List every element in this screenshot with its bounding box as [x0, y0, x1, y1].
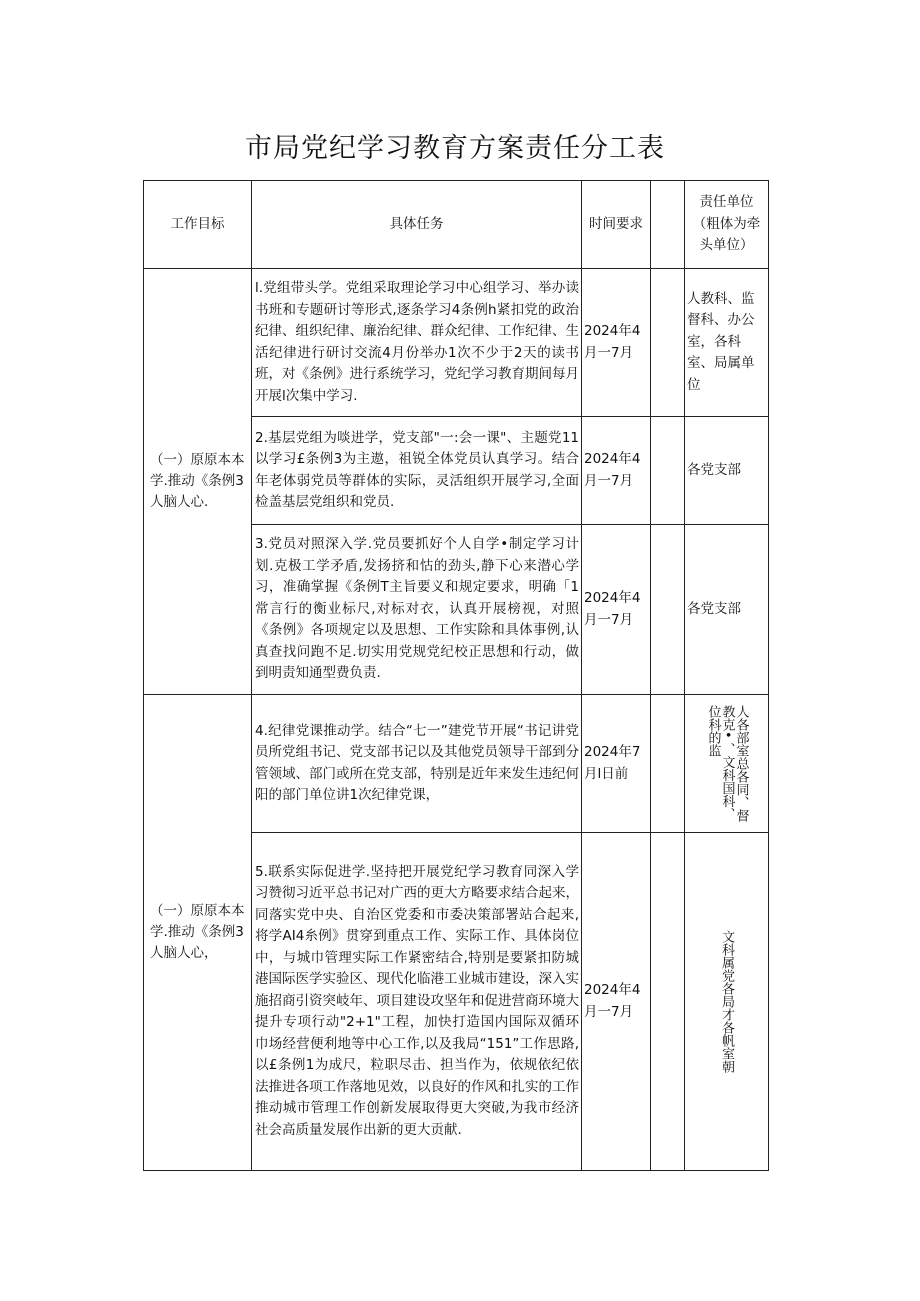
task-cell: 4.纪律党课推动学。结合“七一”建党节开展“书记讲党员所党组书记、党支部书记以及其他党员领导干部到分管领域、部门或所在党支部，特别是近年来发生违纪何阳的部门单位讲1次纪律党课， [252, 695, 582, 833]
table-row [144, 695, 769, 833]
responsibility-table [143, 180, 769, 1171]
goal-cell [144, 269, 252, 695]
blank-cell [651, 417, 685, 525]
header-blank [651, 181, 685, 269]
unit-cell [685, 833, 769, 1171]
goal-cell [144, 695, 252, 1171]
goal-text: （一）原原本本学.推动《条例3人脑人心. [150, 451, 245, 510]
table-header-row [144, 181, 769, 269]
task-cell: 2.基层党组为啖进学，党支部"一:会一课"、主题党11以学习£条例3为主遨，祖锐全体党员认真学习。结合年老体弱党员等群体的实际，灵活组织开展学习,全面检盖基层党组织和党员. [252, 417, 582, 525]
blank-cell [651, 833, 685, 1171]
unit-text-vertical: 人各部室总各同、督教克• 、文科国科、位科的监 [705, 704, 749, 822]
task-cell: l.党组带头学。党组采取理论学习中心组学习、举办读书班和专题研讨等形式,逐条学习4条例h紧扣党的政治纪律、组织纪律、廉治纪律、群众纪律、工作纪律、生活纪律进行研讨交流4月份举办1次不少于2天的读书班，对《条例》进行系统学习，党纪学习教育期间每月开展l次集中学习. [252, 269, 582, 417]
task-cell: 5.联系实际促进学.坚持把开展党纪学习教育同深入学习赞彻习近平总书记对广西的更大方略要求结合起来，同落实党中央、自治区党委和市委决策部署站合起来,将学AI4糸例》贯穿到重点工作、实际工作、具体岗位中，与城巾管理实际工作紧密结合,特别是要紧扣防城港国际医学实验区、现代化临港工业城市建设，深入实施招商引资突岐年、项目建设攻坚年和促进营商环境大提升专项行动"2+1"工程，加快打造国内国际双循环巾场经营便利地等中心工作,以及我局“151”工作思路,以£条例1为成尺，粒职尽击、担当作为，依规依纪依法推进各项工作落地见效，以良好的作风和扎实的工作推动城市管理工作创新发展取得更大突破,为我市经济社会高质量发展作出新的更大贡献. [252, 833, 582, 1171]
blank-cell [651, 695, 685, 833]
header-time: 时间要求 [582, 181, 651, 269]
task-cell: 3.党员对照深入学.党员要抓好个人自学•制定学习计划.克极工学矛盾,发扬挤和怙的劲头,静下心来潜心学习，准确掌握《条例T主旨要义和规定要求，明确「1常言行的衡业标尺,对标对衣，认真开展榜视，对照《条例》各项规定以及思想、工作实除和具体事例,认真查找问跑不足.切实用党规党纪校正思想和行动，做到明责知通型费负责. [252, 525, 582, 695]
goal-text: （一）原原本本学.推动《条例3人脑人心， [150, 902, 245, 961]
time-cell: 2024年4月一7月 [582, 269, 651, 417]
header-unit: 责任单位（粗体为牵头单位） [685, 181, 769, 269]
page-title: 市局党纪学习教育方案责任分工表 [245, 133, 665, 164]
header-task: 具体任务 [252, 181, 582, 269]
unit-cell: 各党支部 [685, 417, 769, 525]
time-cell: 2024年4月一7月 [582, 525, 651, 695]
unit-text-vertical: 文科属党各局才各帆室朝 [719, 930, 734, 1073]
blank-cell [651, 269, 685, 417]
time-cell: 2024年4月一7月 [582, 417, 651, 525]
time-cell: 2024年7月l日前 [582, 695, 651, 833]
blank-cell [651, 525, 685, 695]
header-goal: 工作目标 [144, 181, 252, 269]
table-row [144, 269, 769, 417]
unit-cell [685, 695, 769, 833]
unit-cell: 各党支部 [685, 525, 769, 695]
time-cell: 2024年4月一7月 [582, 833, 651, 1171]
unit-cell: 人教科、监督科、办公室，各科室、局属单位 [685, 269, 769, 417]
